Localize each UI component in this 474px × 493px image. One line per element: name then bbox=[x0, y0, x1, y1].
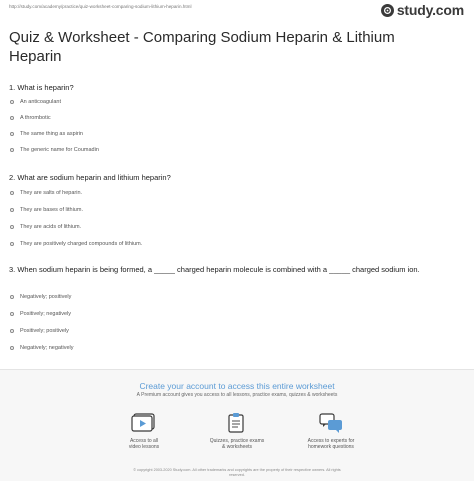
feature-label-line2: & worksheets bbox=[221, 444, 252, 450]
quizzes-worksheets-icon bbox=[222, 412, 252, 434]
question-2-option-4[interactable] bbox=[9, 241, 142, 247]
radio-button[interactable] bbox=[10, 148, 14, 152]
radio-button[interactable] bbox=[10, 100, 14, 104]
question-3-option-2[interactable] bbox=[9, 311, 71, 317]
page-url[interactable]: http://study.com/academy/practice/quiz-worksheet-comparing-sodium-lithium-heparin.html bbox=[9, 4, 192, 9]
feature-experts bbox=[286, 412, 376, 450]
option-label: Negatively; negatively bbox=[20, 345, 74, 351]
option-label: An anticoagulant bbox=[20, 99, 61, 105]
radio-button[interactable] bbox=[10, 225, 14, 229]
radio-button[interactable] bbox=[10, 191, 14, 195]
radio-button[interactable] bbox=[10, 116, 14, 120]
copyright-footer bbox=[80, 468, 394, 478]
feature-label-line1: Access to experts for bbox=[307, 438, 355, 444]
feature-label-line1: Access to all bbox=[129, 438, 159, 444]
question-3-option-1[interactable] bbox=[9, 294, 71, 300]
option-label: The generic name for Coumadin bbox=[20, 147, 99, 153]
footer-line2: reserved. bbox=[229, 473, 245, 477]
option-label: Positively; positively bbox=[20, 328, 69, 334]
question-2-option-2[interactable] bbox=[9, 207, 83, 213]
feature-label-line2: homework questions bbox=[308, 444, 354, 450]
option-label: They are positively charged compounds of lithium. bbox=[20, 241, 143, 247]
question-2-option-3[interactable] bbox=[9, 224, 81, 230]
page-header bbox=[0, 0, 474, 18]
study-logo-text: study.com bbox=[396, 2, 464, 18]
question-3-option-4[interactable] bbox=[9, 345, 74, 351]
question-2-text: 2. What are sodium heparin and lithium heparin? bbox=[9, 173, 171, 182]
option-label: Positively; negatively bbox=[20, 311, 72, 317]
option-label: They are bases of lithium. bbox=[20, 207, 83, 213]
question-1-option-1[interactable] bbox=[9, 99, 61, 105]
option-label: The same thing as aspirin bbox=[20, 131, 83, 137]
question-1 bbox=[9, 83, 465, 153]
question-2 bbox=[9, 173, 465, 247]
cta-subtitle: A Premium account gives you access to all lessons, practice exams, quizzes & worksheets bbox=[136, 392, 338, 398]
page-title: Quiz & Worksheet - Comparing Sodium Heparin & Lithium Heparin bbox=[9, 29, 395, 65]
radio-button[interactable] bbox=[10, 208, 14, 212]
study-logo-icon bbox=[381, 4, 394, 17]
radio-button[interactable] bbox=[10, 329, 14, 333]
radio-button[interactable] bbox=[10, 242, 14, 246]
cta-title[interactable]: Create your account to access this entire worksheet bbox=[139, 381, 335, 391]
option-label: A thrombotic bbox=[20, 115, 51, 121]
radio-button[interactable] bbox=[10, 346, 14, 350]
study-logo[interactable] bbox=[381, 2, 464, 18]
question-1-option-3[interactable] bbox=[9, 131, 83, 137]
radio-button[interactable] bbox=[10, 312, 14, 316]
question-2-option-1[interactable] bbox=[9, 190, 82, 196]
option-label: Negatively; positively bbox=[20, 294, 72, 300]
radio-button[interactable] bbox=[10, 295, 14, 299]
question-1-option-2[interactable] bbox=[9, 115, 51, 121]
feature-video-lessons bbox=[99, 412, 189, 450]
question-1-option-4[interactable] bbox=[9, 147, 99, 153]
feature-label-line1: Quizzes, practice exams bbox=[209, 438, 265, 444]
feature-label-line2: video lessons bbox=[128, 444, 160, 450]
experts-icon bbox=[316, 412, 346, 434]
question-3-option-3[interactable] bbox=[9, 328, 69, 334]
question-3-text: 3. When sodium heparin is being formed, a _____ charged heparin molecule is combined with a _____ charged sodium ion. bbox=[9, 265, 420, 274]
footer-line1: © copyright 2003-2020 Study.com. All other trademarks and copyrights are the property of their respective owners. All rights bbox=[133, 468, 341, 472]
cta-divider bbox=[0, 369, 474, 370]
video-lessons-icon bbox=[129, 412, 159, 434]
feature-quizzes bbox=[192, 412, 282, 450]
question-3 bbox=[9, 265, 465, 351]
option-label: They are salts of heparin. bbox=[20, 190, 83, 196]
question-1-text: 1. What is heparin? bbox=[9, 83, 74, 92]
radio-button[interactable] bbox=[10, 132, 14, 136]
option-label: They are acids of lithium. bbox=[20, 224, 82, 230]
